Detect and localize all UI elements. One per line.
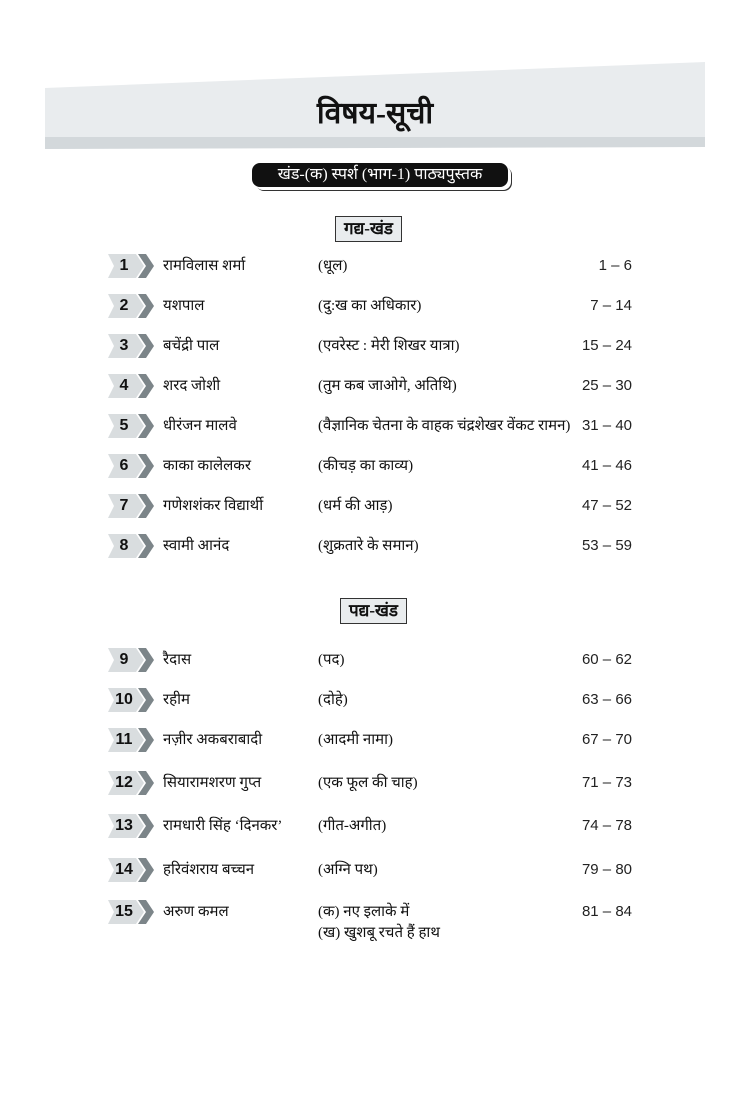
chapter-number: 14: [115, 861, 133, 878]
author-name: काका कालेलकर: [163, 458, 251, 474]
chapter-title: (क) नए इलाके में: [318, 904, 410, 920]
chapter-title: (कीचड़ का काव्य): [318, 458, 414, 474]
chapter-title: (एक फूल की चाह): [318, 775, 418, 791]
chapter-subtitle: (ख) खुशबू रचते हैं हाथ: [318, 925, 440, 941]
chapter-number: 9: [119, 651, 129, 668]
chapter-number: 15: [115, 903, 133, 920]
page-range: 7 – 14: [590, 297, 632, 314]
author-name: रामविलास शर्मा: [163, 258, 246, 274]
author-name: नज़ीर अकबराबादी: [163, 732, 263, 748]
author-name: बचेंद्री पाल: [163, 338, 220, 354]
page-range: 47 – 52: [581, 497, 632, 514]
page-range: 31 – 40: [581, 417, 632, 434]
chapter-title: (शुक्रतारे के समान): [318, 538, 419, 554]
toc-entry: [0, 771, 750, 795]
author-name: अरुण कमल: [163, 904, 229, 920]
toc-entry: [0, 494, 750, 518]
toc-entry: [0, 254, 750, 278]
chapter-title: (तुम कब जाओगे, अतिथि): [318, 378, 457, 394]
toc-entry: [0, 454, 750, 478]
page-range: 67 – 70: [581, 731, 632, 748]
toc-entry: [0, 900, 750, 941]
toc-entry: [0, 814, 750, 838]
author-name: गणेशशंकर विद्यार्थी: [163, 498, 264, 514]
toc-entry: [0, 858, 750, 882]
toc-entry: [0, 688, 750, 712]
chapter-number: 7: [119, 497, 129, 514]
chapter-number: 5: [119, 417, 129, 434]
chapter-title: (वैज्ञानिक चेतना के वाहक चंद्रशेखर वेंकट रामन): [318, 418, 571, 434]
author-name: रैदास: [163, 652, 192, 668]
toc-entry: [0, 728, 750, 752]
chapter-number: 1: [119, 257, 129, 274]
toc-entry: [0, 414, 750, 438]
toc-entry: [0, 334, 750, 358]
page-range: 81 – 84: [581, 903, 632, 920]
page-range: 41 – 46: [581, 457, 632, 474]
toc-entry: [0, 374, 750, 398]
chapter-title: (धर्म की आड़): [318, 498, 393, 514]
section-heading: गद्य-खंड: [335, 216, 402, 242]
title-band: [0, 0, 750, 160]
page-range: 25 – 30: [581, 377, 632, 394]
toc-entry: [0, 294, 750, 318]
page-range: 74 – 78: [581, 817, 632, 834]
page-title: विषय-सूची: [316, 97, 434, 130]
chapter-title: (पद): [318, 652, 345, 668]
author-name: हरिवंशराय बच्चन: [163, 862, 255, 878]
chapter-title: (दु:ख का अधिकार): [318, 298, 422, 314]
toc-entry: [0, 534, 750, 558]
page-range: 60 – 62: [581, 651, 632, 668]
chapter-title: (अग्नि पथ): [318, 862, 378, 878]
chapter-number: 11: [115, 731, 133, 748]
page-range: 71 – 73: [581, 774, 632, 791]
page-range: 79 – 80: [581, 861, 632, 878]
page-range: 15 – 24: [581, 337, 632, 354]
chapter-title: (आदमी नामा): [318, 732, 393, 748]
chapter-number: 4: [119, 377, 129, 394]
page-range: 1 – 6: [598, 257, 632, 274]
chapter-number: 2: [119, 297, 129, 314]
chapter-number: 13: [115, 817, 133, 834]
part-label: खंड-(क) स्पर्श (भाग-1) पाठ्यपुस्तक: [252, 163, 508, 187]
author-name: शरद जोशी: [163, 378, 221, 394]
author-name: सियारामशरण गुप्त: [163, 775, 262, 791]
chapter-number: 3: [119, 337, 129, 354]
page-range: 63 – 66: [581, 691, 632, 708]
toc-entry: [0, 648, 750, 672]
section-heading: पद्य-खंड: [340, 598, 407, 624]
author-name: यशपाल: [163, 298, 205, 314]
page-range: 53 – 59: [581, 537, 632, 554]
author-name: स्वामी आनंद: [163, 538, 230, 554]
chapter-number: 6: [119, 457, 129, 474]
author-name: रामधारी सिंह ‘दिनकर’: [163, 818, 283, 834]
chapter-number: 8: [119, 537, 129, 554]
chapter-title: (गीत-अगीत): [318, 818, 387, 834]
author-name: धीरंजन मालवे: [163, 418, 237, 434]
chapter-title: (एवरेस्ट : मेरी शिखर यात्रा): [318, 338, 460, 354]
chapter-number: 12: [115, 774, 133, 791]
author-name: रहीम: [163, 692, 190, 708]
chapter-number: 10: [115, 691, 133, 708]
chapter-title: (धूल): [318, 258, 348, 274]
chapter-title: (दोहे): [318, 692, 348, 708]
